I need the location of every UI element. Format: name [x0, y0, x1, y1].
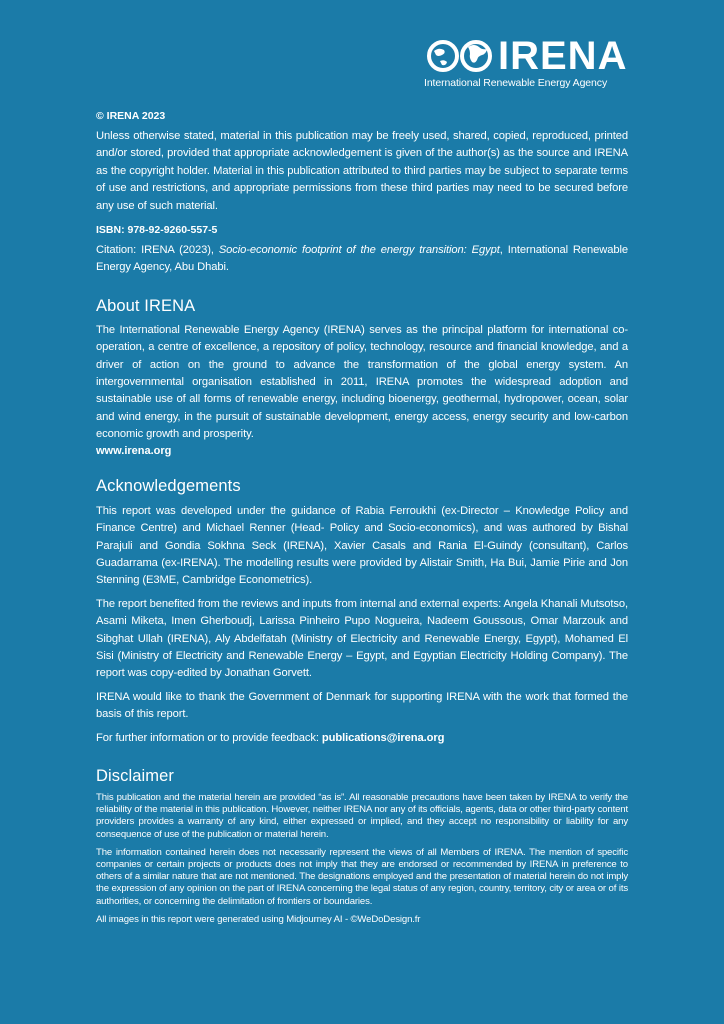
page-content — [96, 110, 628, 926]
acknowledgements-paragraph-2: The report benefited from the reviews and inputs from internal and external experts: Angela Khanali Mutsotso, Asami Miketa, Imen Gherboudj, Larissa Pinheiro Pupo Nogueira, Nadeem Goussous, Omar Marzouk and Sibghat Ullah (IRENA), Aly Abdelfatah (Ministry of Electricity and Renewable Energy, Egypt), Mohamed El Sisi (Ministry of Electricity and Renewable Energy – Egypt, and Egyptian Electricity Holding Company). The report was copy-edited by Jonathan Gorvett. — [96, 597, 628, 680]
infinity-globe-icon — [424, 37, 496, 75]
about-text: The International Renewable Energy Agency (IRENA) serves as the principal platform for international co-operation, a centre of excellence, a repository of policy, technology, resource and financial knowledge, and a driver of action on the ground to advance the transformation of the global energy system. An intergovernmental organisation established in 2011, IRENA promotes the widespread adoption and sustainable use of all forms of renewable energy, including bioenergy, geothermal, hydropower, ocean, solar and wind energy, in the pursuit of sustainable development, energy access, energy security and low-carbon economic growth and prosperity. — [96, 323, 628, 441]
isbn: ISBN: 978-92-9260-557-5 — [96, 224, 218, 237]
citation-suffix: , International Renewable Energy Agency, Abu Dhabi. — [96, 244, 628, 274]
copyright-heading: © IRENA 2023 — [96, 110, 166, 122]
feedback-prefix: For further information or to provide feedback: — [96, 731, 319, 744]
disclaimer-paragraph-2: The information contained herein does not necessarily represent the views of all Members of IRENA. The mention of specific companies or certain projects or products does not imply that they are endorsed or recommended by IRENA in preference to others of a similar nature that are not mentioned. The designations employed and the presentation of material herein do not imply the expression of any opinion on the part of IRENA concerning the legal status of any region, country, territory, city or area or of its authorities, or concerning the delimitation of frontiers or boundaries. — [96, 846, 628, 907]
citation-prefix: Citation: IRENA (2023), — [96, 244, 214, 257]
copyright-text: Unless otherwise stated, material in this publication may be freely used, shared, copied, reproduced, printed and/or stored, provided that appropriate acknowledgement is given of the author(s) as the source and IRENA as the copyright holder. Material in this publication attributed to third parties may be subject to separate terms of use and restrictions, and appropriate permissions from these third parties may need to be secured before any use of such material. — [96, 130, 628, 212]
image-credit: All images in this report were generated using Midjourney AI - ©WeDoDesign.fr — [96, 913, 421, 925]
irena-wordmark: IRENA — [498, 34, 628, 78]
irena-subtitle: International Renewable Energy Agency — [424, 77, 608, 89]
feedback-email-link[interactable]: publications@irena.org — [321, 731, 445, 744]
citation-title: Socio-economic footprint of the energy transition: Egypt — [218, 244, 500, 257]
acknowledgements-paragraph-3: IRENA would like to thank the Government of Denmark for supporting IRENA with the work that formed the basis of this report. — [96, 690, 628, 721]
disclaimer-heading: Disclaimer — [96, 766, 175, 785]
disclaimer-paragraph-1: This publication and the material herein are provided “as is”. All reasonable precautions have been taken by IRENA to verify the reliability of the material in this publication. However, neither IRENA nor any of its officials, agents, data or other third-party content providers provides a warranty of any kind, either expressed or implied, and they accept no responsibility or liability for any consequence of use of the publication or material herein. — [96, 791, 628, 840]
about-heading: About IRENA — [96, 296, 196, 315]
irena-website-link[interactable]: www.irena.org — [96, 444, 172, 457]
feedback-line — [96, 730, 628, 747]
acknowledgements-paragraph-1: This report was developed under the guidance of Rabia Ferroukhi (ex-Director – Knowledge Policy and Finance Centre) and Michael Renner (Head- Policy and Socio-economics), and was authored by Bishal Parajuli and Gondia Sokhna Seck (IRENA), Xavier Casals and Rania El-Guindy (consultant), Carlos Guadarrama (ex-IRENA). The modelling results were provided by Alistair Smith, Ha Bui, Jamie Pirie and Jon Stenning (E3ME, Cambridge Econometrics). — [96, 504, 628, 587]
citation — [96, 242, 628, 277]
irena-logo — [424, 36, 629, 94]
acknowledgements-heading: Acknowledgements — [96, 476, 241, 495]
